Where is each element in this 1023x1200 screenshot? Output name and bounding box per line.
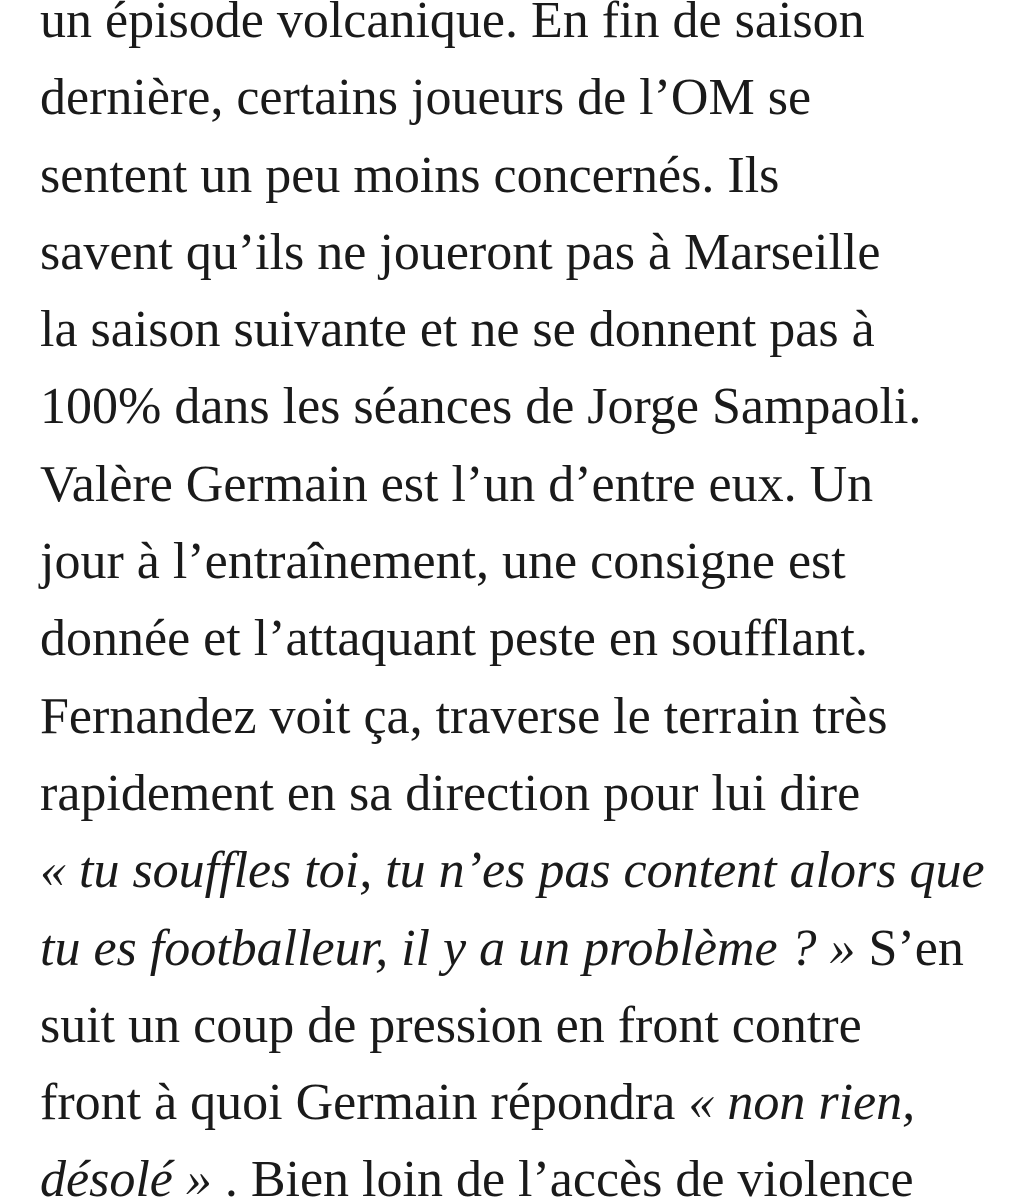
text-line — [40, 600, 1000, 677]
text-run: front à quoi Germain répondra — [40, 1074, 689, 1132]
text-run: un épisode volcanique. En fin de saison — [40, 0, 865, 49]
text-run: la saison suivante et ne se donnent pas à — [40, 301, 875, 359]
quote-run: « non rien, — [688, 1074, 916, 1132]
text-run: Fernandez voit ça, traverse le terrain très — [40, 687, 888, 745]
quote-run: tu es footballeur, il y a un problème ? » — [40, 919, 856, 977]
text-line — [40, 755, 1000, 832]
text-run: sentent un peu moins concernés. Ils — [40, 146, 780, 204]
text-line — [40, 832, 1000, 909]
text-line — [40, 523, 1000, 600]
text-run: savent qu’ils ne joueront pas à Marseille — [40, 223, 881, 281]
text-line — [40, 214, 1000, 291]
text-run: . Bien loin de l’accès de violence — [211, 1151, 914, 1200]
text-line — [40, 0, 1000, 59]
quote-run: « tu souffles toi, tu n’es pas content alors que — [40, 842, 985, 900]
text-run: rapidement en sa direction pour lui dire — [40, 764, 861, 822]
text-run: 100% dans les séances de Jorge Sampaoli. — [40, 378, 922, 436]
text-run: jour à l’entraînement, une consigne est — [40, 533, 846, 591]
text-line — [40, 987, 1000, 1064]
text-line — [40, 137, 1000, 214]
text-run: dernière, certains joueurs de l’OM se — [40, 69, 812, 127]
text-run: donnée et l’attaquant peste en soufflant. — [40, 610, 868, 668]
text-line — [40, 678, 1000, 755]
text-line — [40, 368, 1000, 445]
text-line — [40, 910, 1000, 987]
quote-run: désolé » — [40, 1151, 212, 1200]
text-run: Valère Germain est l’un d’entre eux. Un — [40, 455, 874, 513]
text-line — [40, 446, 1000, 523]
article-body — [40, 0, 1000, 1200]
text-run: suit un coup de pression en front contre — [40, 996, 862, 1054]
text-line — [40, 59, 1000, 136]
text-line — [40, 1141, 1000, 1200]
text-run: S’en — [855, 919, 964, 977]
text-line — [40, 1064, 1000, 1141]
text-line — [40, 291, 1000, 368]
